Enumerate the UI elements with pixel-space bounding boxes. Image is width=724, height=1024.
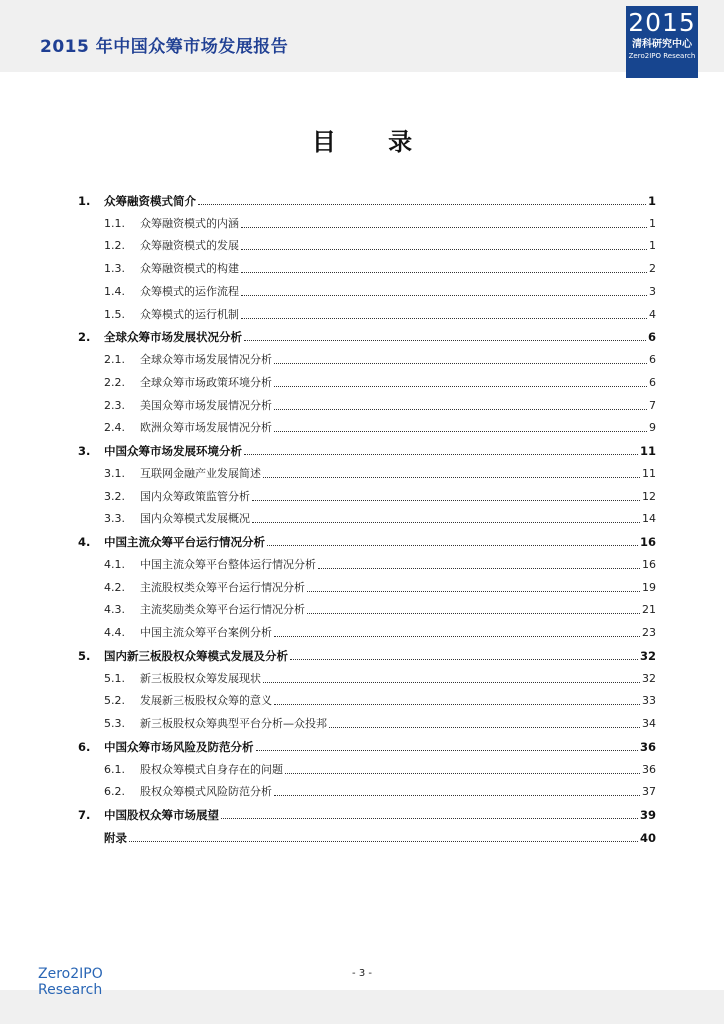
toc-entry-number: 2.2. (104, 375, 125, 389)
toc-entry[interactable] (78, 299, 656, 322)
toc-entry-number: 4. (78, 535, 91, 549)
toc-entry-page: 39 (639, 808, 656, 822)
toc-entry-number: 4.4. (104, 626, 125, 639)
toc-entry[interactable] (78, 276, 656, 299)
toc-entry-page: 1 (647, 193, 656, 208)
toc-entry-page: 33 (642, 694, 656, 708)
toc-entry[interactable] (78, 822, 656, 845)
toc-entry-page: 3 (649, 284, 656, 298)
toc-entry-page: 2 (649, 262, 656, 275)
toc-entry-label: 主流股权类众筹平台运行情况分析 (140, 580, 305, 594)
toc-entry-leader (241, 318, 647, 319)
toc-entry-label: 中国主流众筹平台案例分析 (140, 626, 272, 639)
toc-entry-number: 3. (78, 444, 91, 458)
toc-entry-label: 中国众筹市场发展环境分析 (104, 444, 242, 458)
toc-entry[interactable] (78, 663, 656, 686)
toc-entry-page: 6 (649, 375, 656, 389)
toc-entry-number: 1.5. (104, 307, 125, 321)
toc-entry-page: 37 (642, 785, 656, 799)
logo-cn-text: 清科研究中心 (632, 39, 692, 50)
toc-entry-leader (252, 500, 640, 501)
toc-entry-number: 1.3. (104, 262, 125, 275)
toc-entry-number: 5.2. (104, 694, 125, 708)
toc-entry[interactable] (78, 686, 656, 709)
logo-year: 2015 (628, 8, 696, 37)
toc-entry-label: 股权众筹模式自身存在的问题 (140, 762, 283, 776)
toc-entry-label: 众筹模式的运作流程 (140, 284, 239, 298)
toc-entry-label: 股权众筹模式风险防范分析 (140, 785, 272, 799)
toc-entry-number: 1.2. (104, 239, 125, 253)
toc-entry[interactable] (78, 435, 656, 458)
toc-entry[interactable] (78, 754, 656, 777)
toc-entry-leader (241, 227, 647, 228)
toc-entry-number: 4.3. (104, 603, 125, 617)
toc-entry-leader (318, 568, 640, 569)
toc-entry-leader (263, 477, 640, 478)
toc-entry-page: 40 (639, 830, 656, 845)
toc-entry[interactable] (78, 708, 656, 731)
toc-entry-page: 34 (642, 717, 656, 730)
toc-entry-page: 1 (649, 239, 656, 253)
toc-entry-leader (267, 545, 638, 546)
toc-entry-leader (307, 591, 640, 592)
toc-entry-leader (274, 386, 647, 387)
toc-entry-page: 36 (642, 762, 656, 776)
toc-entry-leader (252, 522, 640, 523)
toc-entry-number: 6.2. (104, 785, 125, 799)
toc-entry-label: 国内众筹模式发展概况 (140, 512, 250, 526)
toc-entry-label: 全球众筹市场发展状况分析 (104, 330, 242, 345)
toc-entry-page: 14 (642, 512, 656, 526)
toc-entry-number: 1. (78, 193, 91, 208)
toc-entry-label: 众筹融资模式的内涵 (140, 216, 239, 230)
toc-entry-number: 2. (78, 330, 91, 345)
toc-entry-leader (256, 750, 638, 751)
toc-entry-leader (241, 272, 647, 273)
toc-entry[interactable] (78, 367, 656, 390)
toc-entry-leader (274, 704, 640, 705)
toc-entry-leader (221, 818, 638, 819)
toc-entry[interactable] (78, 549, 656, 572)
toc-entry-page: 12 (642, 489, 656, 503)
toc-entry-number: 6.1. (104, 762, 125, 776)
toc-entry-label: 众筹融资模式的发展 (140, 239, 239, 253)
toc-entry-page: 19 (642, 580, 656, 594)
toc-entry-number: 3.1. (104, 466, 125, 480)
toc-entry-leader (263, 682, 640, 683)
toc-entry[interactable] (78, 595, 656, 618)
toc-entry-page: 16 (639, 535, 656, 549)
footer-logo-line2: Research (38, 982, 103, 998)
toc-entry[interactable] (78, 777, 656, 800)
toc-entry[interactable] (78, 185, 656, 208)
page-footer (0, 990, 724, 1024)
toc-entry-page: 4 (649, 307, 656, 321)
toc-entry-label: 发展新三板股权众筹的意义 (140, 694, 272, 708)
toc-entry-label: 中国股权众筹市场展望 (104, 808, 219, 822)
toc-entry[interactable] (78, 322, 656, 345)
toc-entry[interactable] (78, 731, 656, 754)
toc-entry-page: 23 (642, 626, 656, 639)
toc-entry-label: 中国主流众筹平台运行情况分析 (104, 535, 265, 549)
toc-entry[interactable] (78, 504, 656, 527)
toc-entry-page: 6 (647, 330, 656, 345)
toc-entry-label: 新三板股权众筹典型平台分析—众投邦 (140, 717, 327, 730)
toc-entry-number: 1.1. (104, 216, 125, 230)
toc-entry-label: 中国主流众筹平台整体运行情况分析 (140, 557, 316, 571)
toc-title: 目 录 (311, 128, 435, 156)
toc-entry-page: 9 (649, 421, 656, 435)
toc-entry-label: 国内新三板股权众筹模式发展及分析 (104, 648, 288, 663)
toc-entry-page: 16 (642, 557, 656, 571)
toc-entry-page: 32 (639, 648, 656, 663)
toc-entry-number: 3.3. (104, 512, 125, 526)
toc-entry-label: 附录 (104, 830, 127, 845)
toc-entry[interactable] (78, 253, 656, 276)
toc-entry-label: 新三板股权众筹发展现状 (140, 671, 261, 685)
toc-entry-number: 2.3. (104, 398, 125, 412)
toc-entry-leader (274, 795, 640, 796)
page-header (0, 0, 724, 72)
page-number: - 3 - (352, 968, 372, 979)
logo-en-text: Zero2IPO Research (628, 52, 696, 60)
toc-entry-leader (241, 295, 647, 296)
toc-entry-page: 1 (649, 216, 656, 230)
toc-entry[interactable] (78, 231, 656, 254)
toc-entry-number: 6. (78, 739, 91, 754)
toc-entry-label: 众筹模式的运行机制 (140, 307, 239, 321)
toc-entry[interactable] (78, 572, 656, 595)
toc-entry-label: 全球众筹市场政策环境分析 (140, 375, 272, 389)
toc-entry-leader (274, 409, 647, 410)
toc-entry-label: 美国众筹市场发展情况分析 (140, 398, 272, 412)
footer-logo-line1: Zero2IPO (38, 966, 103, 982)
toc-entry-leader (198, 204, 646, 205)
report-title: 2015 年中国众筹市场发展报告 (40, 37, 289, 57)
toc-entry-label: 欧洲众筹市场发展情况分析 (140, 421, 272, 435)
toc-entry[interactable] (78, 481, 656, 504)
toc-entry-label: 中国众筹市场风险及防范分析 (104, 739, 254, 754)
toc-entry-leader (329, 727, 640, 728)
toc-entry-page: 21 (642, 603, 656, 617)
toc-entry-page: 36 (639, 739, 656, 754)
toc-entry-leader (129, 841, 638, 842)
toc-entry[interactable] (78, 617, 656, 640)
toc-entry[interactable] (78, 799, 656, 822)
toc-entry-leader (244, 340, 646, 341)
toc-entry-page: 11 (639, 444, 656, 458)
toc-entry-number: 5. (78, 648, 91, 663)
toc-entry[interactable] (78, 390, 656, 413)
toc-entry-number: 2.4. (104, 421, 125, 435)
toc-entry-leader (274, 431, 647, 432)
zero2ipo-logo (626, 6, 698, 78)
toc-entry[interactable] (78, 413, 656, 436)
toc-entry-label: 众筹融资模式的构建 (140, 262, 239, 275)
toc-entry-page: 32 (642, 671, 656, 685)
toc-entry[interactable] (78, 208, 656, 231)
toc-entry[interactable] (78, 458, 656, 481)
toc-entry-number: 2.1. (104, 353, 125, 366)
toc-entry-leader (307, 613, 640, 614)
toc-entry-number: 1.4. (104, 284, 125, 298)
toc-entry-label: 众筹融资模式简介 (104, 193, 196, 208)
toc-entry-page: 6 (649, 353, 656, 366)
toc-entry-number: 7. (78, 808, 91, 822)
toc-entry-page: 7 (649, 398, 656, 412)
toc-entry-label: 主流奖励类众筹平台运行情况分析 (140, 603, 305, 617)
toc-entry-label: 国内众筹政策监管分析 (140, 489, 250, 503)
toc-entry-leader (241, 249, 647, 250)
table-of-contents (78, 185, 656, 845)
toc-entry-label: 互联网金融产业发展简述 (140, 466, 261, 480)
toc-entry-number: 3.2. (104, 489, 125, 503)
toc-entry-leader (285, 773, 640, 774)
toc-entry-number: 5.3. (104, 717, 125, 730)
toc-entry[interactable] (78, 344, 656, 367)
toc-entry-leader (244, 454, 638, 455)
toc-entry-leader (290, 659, 638, 660)
toc-entry-page: 11 (642, 466, 656, 480)
toc-entry[interactable] (78, 640, 656, 663)
toc-entry-leader (274, 636, 640, 637)
toc-entry-number: 4.1. (104, 557, 125, 571)
toc-entry-number: 4.2. (104, 580, 125, 594)
toc-entry[interactable] (78, 526, 656, 549)
toc-entry-leader (274, 363, 647, 364)
toc-entry-label: 全球众筹市场发展情况分析 (140, 353, 272, 366)
toc-entry-number: 5.1. (104, 671, 125, 685)
